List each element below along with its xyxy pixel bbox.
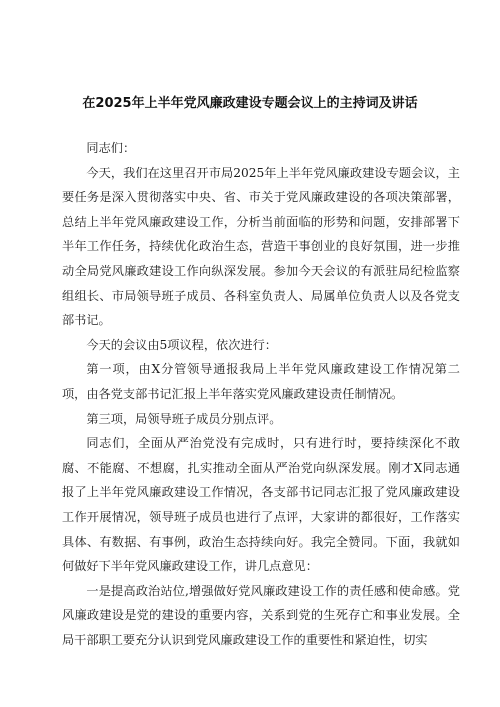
document-title: 在2025年上半年党风廉政建设专题会议上的主持词及讲话 [82, 96, 418, 111]
agenda-item-1-2-paragraph: 第一项，由X分管领导通报我局上半年党风廉政建设工作情况第二项，由各党支部书记汇报上半年落实党风廉政建设责任制情况。 [62, 362, 460, 401]
agenda-item-3-paragraph: 第三项，局领导班子成员分别点评。 [86, 411, 282, 426]
opening-paragraph: 今天，我们在这里召开市局2025年上半年党风廉政建设专题会议，主要任务是深入贯彻落实中央、省、市关于党风廉政建设的各项决策部署，总结上半年党风廉政建设工作，分析当前面临的形势和问题，安排部署下半年工作任务，持续优化政治生态，营造干事创业的良好氛围，进一步推动全局党风廉政建设工作向纵深发展。参加今天会议的有派驻局纪检监察组组长、市局领导班子成员、各科室负责人、局属单位负责人以及各党支部书记。 [62, 165, 460, 328]
salutation-paragraph: 同志们： [86, 141, 136, 155]
speech-intro-paragraph: 同志们，全面从严治党没有完成时，只有进行时，要持续深化不敢腐、不能腐、不想腐，扎实推动全面从严治党向纵深发展。刚才X同志通报了上半年党风廉政建设工作情况，各支部书记同志汇报了党风廉政建设工作开展情况，领导班子成员也进行了点评，大家讲的都很好，工作落实具体、有数据、有事例，政治生态持续向好。我完全赞同。下面，我就如何做好下半年党风廉政建设工作，讲几点意见： [62, 436, 460, 574]
document-body [62, 136, 460, 652]
point-one-paragraph: 一是提高政治站位,增强做好党风廉政建设工作的责任感和使命感。党风廉政建设是党的建设的重要内容，关系到党的生死存亡和事业发展。全局干部职工要充分认识到党风廉政建设工作的重要性和紧迫性，切实 [62, 583, 460, 647]
agenda-intro-paragraph: 今天的会议由5项议程，依次进行： [86, 337, 277, 352]
